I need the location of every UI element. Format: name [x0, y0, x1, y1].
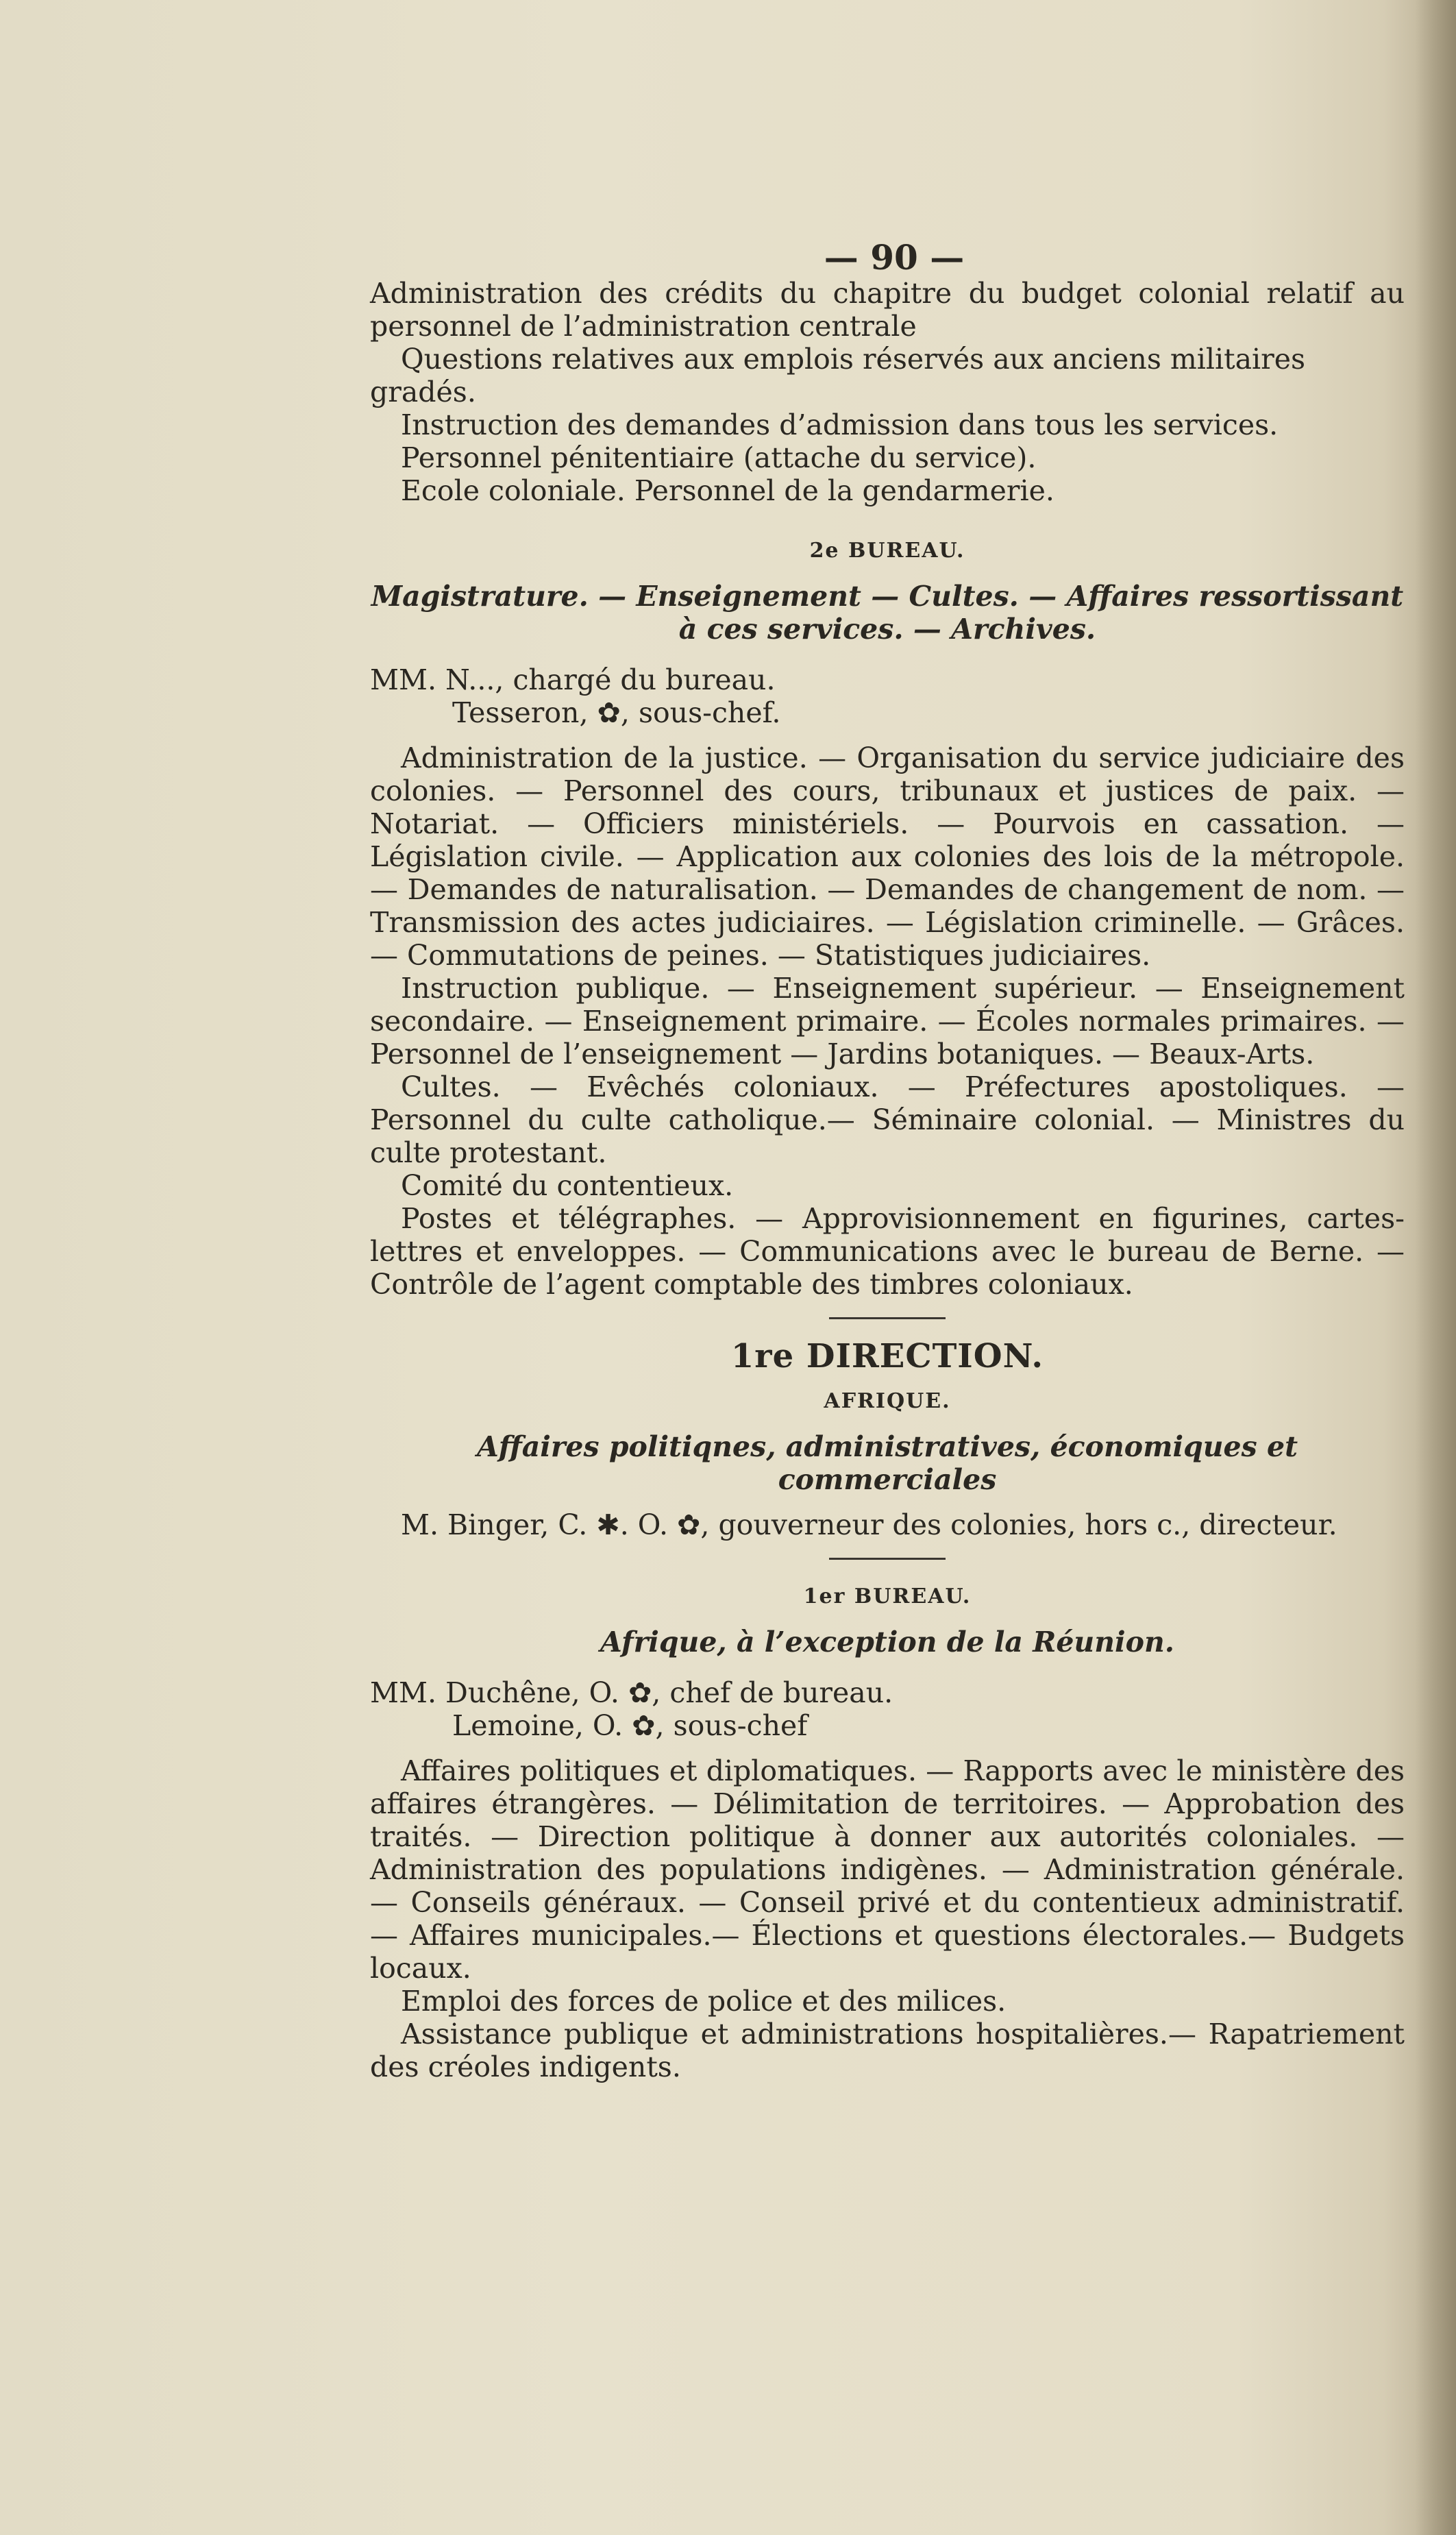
bureau1-subtitle: Afrique, à l’exception de la Réunion.	[600, 1626, 1175, 1658]
intro-item: Instruction des demandes d’admission dans tous les services.	[401, 408, 1279, 441]
bureau2-subtitle-line2: à ces services. — Archives.	[678, 613, 1096, 646]
direction-subtitle: Affaires politiqnes, administratives, économiques et commerciales	[476, 1430, 1298, 1496]
section-divider	[829, 1558, 946, 1560]
bureau2-paragraph-instruction: Instruction publique. — Enseignement supérieur. — Enseignement secondaire. — Enseignement primaire. — Écoles normales primaires. — Personnel de l’enseignement — Jardins botaniques. — Beaux-Arts.	[370, 972, 1405, 1070]
bureau1-staff-subchief: Lemoine, O. ✿, sous-chef	[452, 1709, 808, 1742]
bureau2-paragraph-contentieux: Comité du contentieux.	[401, 1169, 734, 1202]
bureau2-staff-subchief: Tesseron, ✿, sous-chef.	[452, 696, 781, 729]
intro-item: Questions relatives aux emplois réservés aux anciens militaires gradés.	[370, 343, 1306, 408]
bureau2-heading: 2e BUREAU.	[809, 539, 965, 563]
bureau1-paragraph-assistance: Assistance publique et administrations hospitalières.— Rapatriement des créoles indigents.	[370, 2018, 1405, 2083]
page-text	[370, 237, 1405, 2083]
page-edge-shadow	[1415, 0, 1456, 2535]
section-divider	[829, 1317, 946, 1319]
page-number: — 90 —	[824, 237, 965, 278]
intro-item: Personnel pénitentiaire (attache du service).	[401, 441, 1037, 474]
direction-region: AFRIQUE.	[824, 1389, 951, 1413]
bureau2-paragraph-postes: Postes et télégraphes. — Approvisionnement en figurines, cartes-lettres et enveloppes. — Communications avec le bureau de Berne. — Contrôle de l’agent comptable des timbres coloniaux.	[370, 1202, 1405, 1301]
bureau1-staff-chief: MM. Duchêne, O. ✿, chef de bureau.	[370, 1676, 893, 1709]
bureau2-staff-chief: MM. N..., chargé du bureau.	[370, 663, 776, 696]
bureau2-paragraph-justice: Administration de la justice. — Organisation du service judiciaire des colonies. — Personnel des cours, tribunaux et justices de paix. — Notariat. — Officiers ministériels. — Pourvois en cassation. — Législation civile. — Application aux colonies des lois de la métropole. — Demandes de naturalisation. — Demandes de changement de nom. — Transmission des actes judiciaires. — Législation criminelle. — Grâces. — Commutations de peines. — Statistiques judiciaires.	[370, 742, 1405, 972]
bureau2-subtitle-line1: Magistrature. — Enseignement — Cultes. — Affaires ressortissant	[371, 580, 1404, 613]
bureau1-paragraph-police: Emploi des forces de police et des milices.	[401, 1985, 1007, 2018]
direction-heading: 1re DIRECTION.	[730, 1337, 1044, 1375]
intro-item: Ecole coloniale. Personnel de la gendarmerie.	[401, 474, 1054, 507]
intro-paragraph: Administration des crédits du chapitre du budget colonial relatif au personnel de l’administration centrale	[370, 277, 1405, 343]
bureau2-paragraph-cultes: Cultes. — Evêchés coloniaux. — Préfectures apostoliques. — Personnel du culte catholique.— Séminaire colonial. — Ministres du culte protestant.	[370, 1070, 1405, 1169]
direction-director: M. Binger, C. ✱. O. ✿, gouverneur des colonies, hors c., directeur.	[401, 1508, 1337, 1541]
bureau1-heading: 1er BUREAU.	[803, 1584, 972, 1608]
bureau1-paragraph-affaires: Affaires politiques et diplomatiques. — Rapports avec le ministère des affaires étrangères. — Délimitation de territoires. — Approbation des traités. — Direction politique à donner aux autorités coloniales. — Administration des populations indigènes. — Administration générale. — Conseils généraux. — Conseil privé et du contentieux administratif. — Affaires municipales.— Élections et questions électorales.— Budgets locaux.	[370, 1754, 1405, 1985]
